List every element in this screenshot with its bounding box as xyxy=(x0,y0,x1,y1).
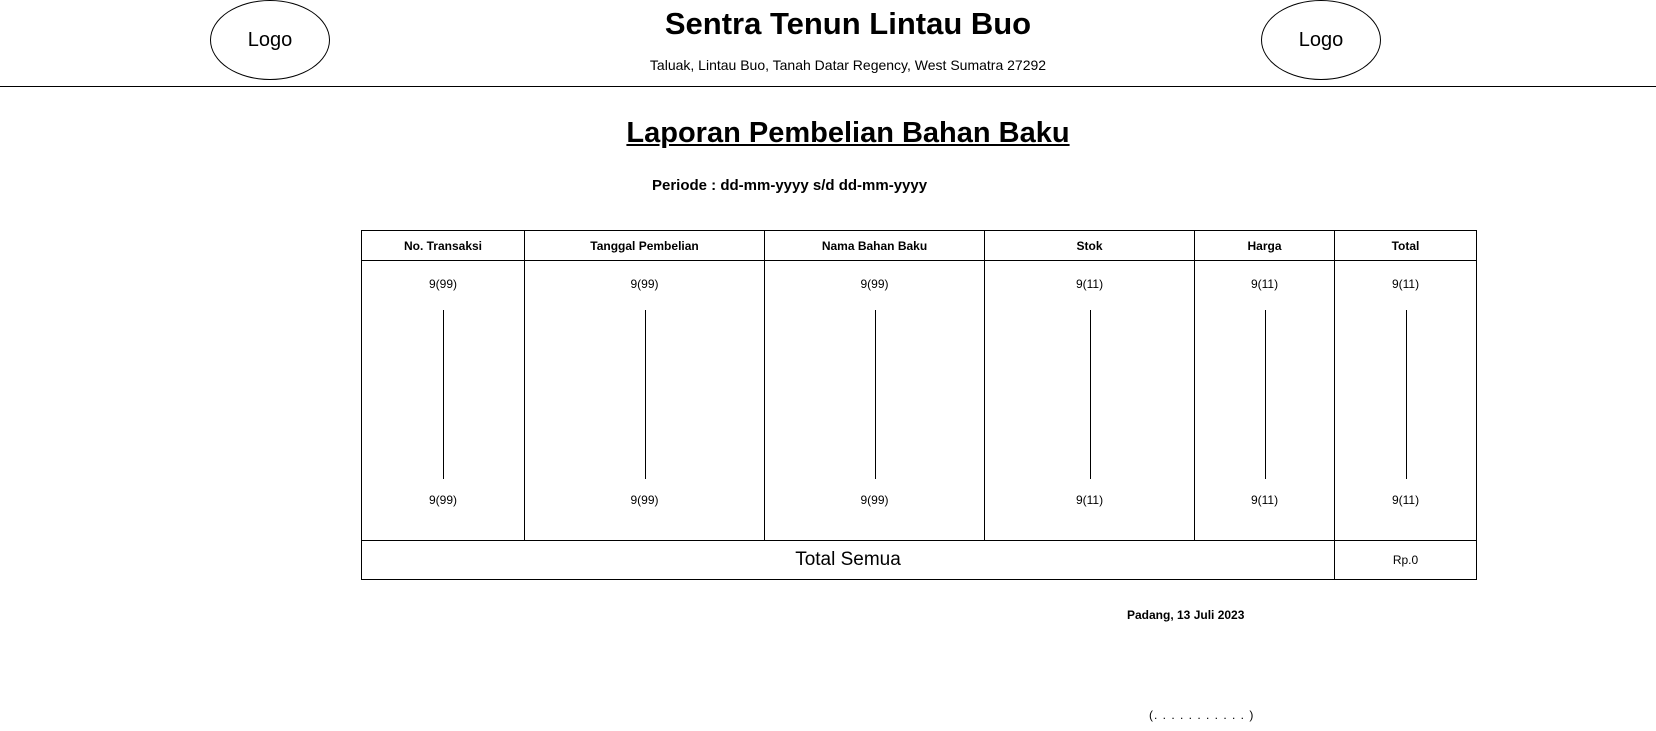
report-title: Laporan Pembelian Bahan Baku xyxy=(626,117,1070,149)
total-label: Total Semua xyxy=(362,541,1335,580)
cell-last-value: 9(11) xyxy=(1075,493,1104,507)
column-header: Harga xyxy=(1195,231,1335,261)
company-address: Taluak, Lintau Buo, Tanah Datar Regency, West Sumatra 27292 xyxy=(649,57,1047,73)
header-divider xyxy=(0,86,1656,87)
cell-last-value: 9(11) xyxy=(1391,493,1420,507)
logo-right xyxy=(1261,0,1381,80)
cell-last-value: 9(99) xyxy=(428,493,457,507)
continuation-line xyxy=(1265,310,1266,479)
cell-first-value: 9(99) xyxy=(428,277,457,291)
cell-first-value: 9(99) xyxy=(630,277,659,291)
table-header-row xyxy=(362,231,1477,261)
logo-left-label: Logo xyxy=(247,28,293,51)
table-cell xyxy=(1195,261,1335,541)
cell-last-value: 9(99) xyxy=(630,493,659,507)
continuation-line xyxy=(443,310,444,479)
cell-first-value: 9(11) xyxy=(1075,277,1104,291)
continuation-line xyxy=(1090,310,1091,479)
cell-first-value: 9(11) xyxy=(1391,277,1420,291)
logo-right-label: Logo xyxy=(1298,28,1344,51)
continuation-line xyxy=(1406,310,1407,479)
continuation-line xyxy=(875,310,876,479)
signature-placeholder: (. . . . . . . . . . . ) xyxy=(1149,708,1255,722)
column-header: No. Transaksi xyxy=(362,231,525,261)
column-header: Total xyxy=(1335,231,1477,261)
column-header: Stok xyxy=(985,231,1195,261)
cell-last-value: 9(99) xyxy=(860,493,889,507)
total-value: Rp.0 xyxy=(1335,541,1477,580)
table-body-row xyxy=(362,261,1477,541)
table-cell xyxy=(1335,261,1477,541)
table-cell xyxy=(985,261,1195,541)
table-cell xyxy=(765,261,985,541)
column-header: Nama Bahan Baku xyxy=(765,231,985,261)
table-cell xyxy=(362,261,525,541)
report-period: Periode : dd-mm-yyyy s/d dd-mm-yyyy xyxy=(652,177,928,194)
cell-first-value: 9(11) xyxy=(1250,277,1279,291)
cell-last-value: 9(11) xyxy=(1250,493,1279,507)
continuation-line xyxy=(645,310,646,479)
logo-left xyxy=(210,0,330,80)
table-cell xyxy=(525,261,765,541)
signature-date: Padang, 13 Juli 2023 xyxy=(1127,608,1245,622)
company-name: Sentra Tenun Lintau Buo xyxy=(664,6,1032,41)
report-table xyxy=(361,230,1477,580)
column-header: Tanggal Pembelian xyxy=(525,231,765,261)
cell-first-value: 9(99) xyxy=(860,277,889,291)
table-total-row xyxy=(362,541,1477,580)
